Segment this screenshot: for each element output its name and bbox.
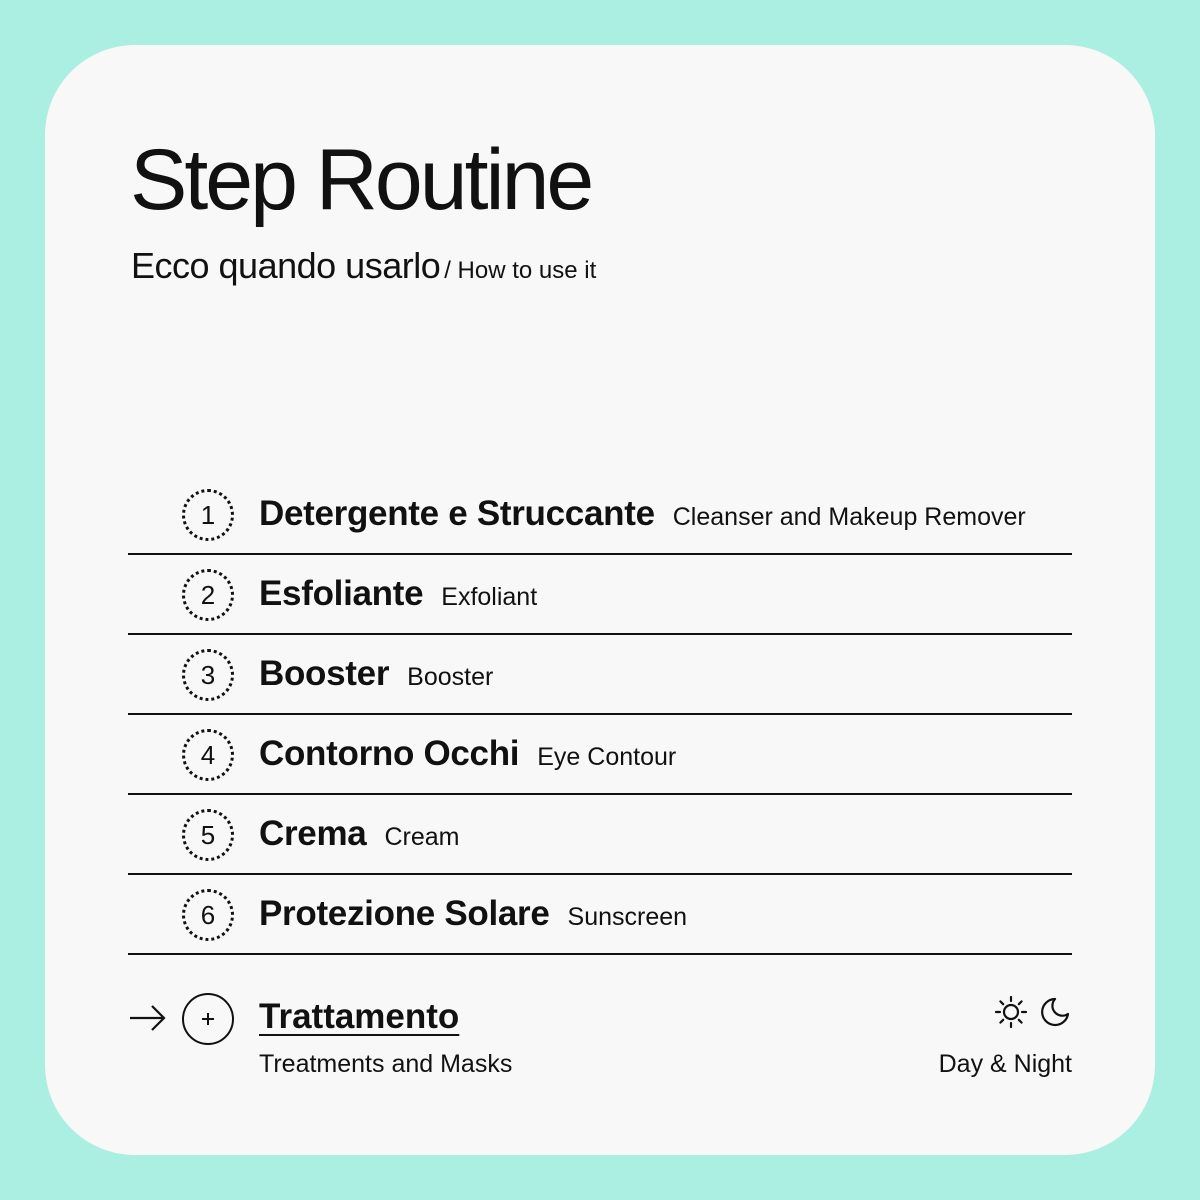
step-name-italian: Detergente e Struccante xyxy=(259,494,655,533)
step-name-italian: Contorno Occhi xyxy=(259,734,520,773)
step-label xyxy=(259,576,537,611)
step-item xyxy=(128,635,1072,715)
treatment-title: Trattamento xyxy=(259,997,460,1036)
treatment-subtitle: Treatments and Masks xyxy=(259,1050,513,1078)
step-label xyxy=(259,736,676,771)
moon-icon xyxy=(1038,995,1072,1029)
routine-card xyxy=(45,45,1155,1155)
step-item xyxy=(128,555,1072,635)
step-label xyxy=(259,896,687,931)
step-number-badge: 5 xyxy=(182,809,234,861)
step-item xyxy=(128,475,1072,555)
plus-icon xyxy=(182,993,234,1045)
arrow-right-icon xyxy=(128,1003,168,1033)
step-number-badge: 3 xyxy=(182,649,234,701)
step-number-badge: 2 xyxy=(182,569,234,621)
page-title: Step Routine xyxy=(130,132,592,228)
sun-icon xyxy=(994,995,1028,1029)
step-name-english: Eye Contour xyxy=(537,743,677,771)
step-item xyxy=(128,715,1072,795)
step-label xyxy=(259,816,459,851)
step-name-english: Exfoliant xyxy=(441,583,538,611)
subtitle-italian: Ecco quando usarlo xyxy=(131,245,441,286)
step-item xyxy=(128,875,1072,955)
step-name-english: Cleanser and Makeup Remover xyxy=(672,503,1026,531)
step-name-english: Cream xyxy=(384,823,460,851)
page-subtitle xyxy=(131,245,597,286)
step-label xyxy=(259,496,1026,531)
step-label xyxy=(259,656,493,691)
step-name-italian: Protezione Solare xyxy=(259,894,550,933)
day-night-label: Day & Night xyxy=(938,1050,1072,1078)
step-name-italian: Crema xyxy=(259,814,367,853)
step-number-badge: 4 xyxy=(182,729,234,781)
step-number-badge: 1 xyxy=(182,489,234,541)
subtitle-english: / How to use it xyxy=(444,257,597,284)
step-name-english: Booster xyxy=(407,663,494,691)
step-item xyxy=(128,795,1072,875)
step-name-italian: Esfoliante xyxy=(259,574,424,613)
step-number-badge: 6 xyxy=(182,889,234,941)
step-list xyxy=(128,475,1072,955)
step-name-italian: Booster xyxy=(259,654,390,693)
treatment-row xyxy=(128,995,1072,1105)
step-name-english: Sunscreen xyxy=(567,903,688,931)
